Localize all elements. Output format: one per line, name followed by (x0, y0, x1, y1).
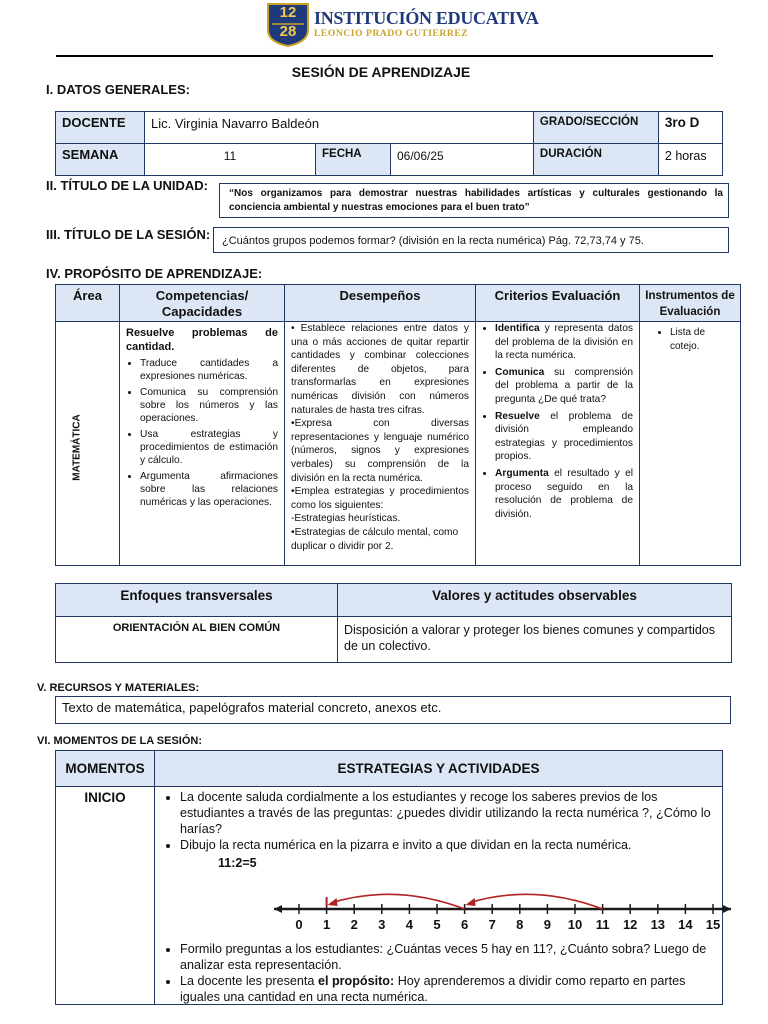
number-line-label: 8 (516, 917, 524, 932)
jump-arrowhead-icon (466, 898, 476, 906)
number-line-label: 14 (678, 917, 693, 932)
enfoque-value: ORIENTACIÓN AL BIEN COMÚN (56, 617, 338, 663)
logo-number-top: 12 (279, 4, 297, 21)
number-line-label: 2 (350, 917, 358, 932)
number-line-label: 5 (433, 917, 441, 932)
criterio-item: • Comunica su comprensión del problema a partir de la pregunta ¿De qué trata? (495, 366, 633, 407)
docente-value: Lic. Virginia Navarro Baldeón (145, 112, 534, 144)
number-line-label: 1 (322, 917, 331, 932)
proposito-table (55, 284, 741, 566)
school-name: LEONCIO PRADO GUTIERREZ (314, 29, 469, 39)
competencias-cell (120, 322, 285, 566)
col-competencias: Competencias/ Capacidades (120, 285, 285, 322)
datos-generales-table (55, 111, 723, 176)
instrumentos-cell (640, 322, 741, 566)
semana-label: SEMANA (56, 144, 145, 176)
enfoques-table (55, 583, 732, 663)
duracion-label: DURACIÓN (533, 144, 658, 176)
recursos-box: Texto de matemática, papelógrafos material concreto, anexos etc. (55, 696, 731, 724)
col-instrumentos: Instrumentos de Evaluación (640, 285, 741, 322)
actividad-item: • Formilo preguntas a los estudiantes: ¿Cuántas veces 5 hay en 11?, ¿Cuánto sobra? Luego de analizar esta representación. (180, 941, 712, 973)
number-line-label: 6 (460, 917, 469, 932)
col-criterios: Criterios Evaluación (476, 285, 640, 322)
desempeno-item: •Expresa con diversas representaciones y lenguaje numérico (números, signos y expresiones verbales) su comprensión de la división en la recta numérica. (291, 418, 469, 484)
area-cell (56, 322, 120, 566)
desempenos-cell (285, 322, 476, 566)
col-area: Área (56, 285, 120, 322)
number-line-label: 3 (378, 917, 386, 932)
section-heading-recursos: V. RECURSOS Y MATERIALES: (37, 682, 200, 694)
col-valores: Valores y actitudes observables (338, 584, 732, 617)
estrategias-cell (155, 787, 723, 1005)
criterios-list (480, 322, 633, 521)
number-line-label: 4 (405, 917, 414, 932)
grado-label: GRADO/SECCIÓN (533, 112, 658, 144)
semana-value: 11 (145, 144, 316, 176)
criterios-cell (476, 322, 640, 566)
capacidad-item: • Comunica su comprensión sobre los números y las operaciones. (140, 386, 278, 425)
capacidad-item: • Traduce cantidades a expresiones numéricas. (140, 357, 278, 383)
equation-text: 11:2=5 (218, 856, 257, 870)
number-line-label: 15 (705, 917, 721, 932)
number-line-label: 10 (567, 917, 583, 932)
desempeno-item: -Estrategias heurísticas. (291, 513, 401, 525)
logo-number-bottom: 28 (279, 23, 297, 40)
jump-arc (331, 894, 465, 909)
capacidad-item: • Usa estrategias y procedimientos de estimación y cálculo. (140, 428, 278, 467)
desempeno-item: • Establece relaciones entre datos y una o más acciones de quitar repartir cantidades y combinar colecciones diferentes de objetos, para transformarlas en expresiones numéricas división con números naturales de hasta tres cifras. (291, 323, 469, 416)
jump-arrowhead-icon (328, 898, 338, 906)
left-arrow-icon (274, 905, 282, 913)
col-estrategias: ESTRATEGIAS Y ACTIVIDADES (155, 751, 723, 787)
docente-label: DOCENTE (56, 112, 145, 144)
number-line-label: 9 (543, 917, 552, 932)
desempeno-item: •Estrategias de cálculo mental, como duplicar o dividir por 2. (291, 526, 459, 552)
capacidad-item: • Argumenta afirmaciones sobre las relaciones numéricas y las operaciones. (140, 470, 278, 509)
col-desempenos: Desempeños (285, 285, 476, 322)
document-title: SESIÓN DE APRENDIZAJE (291, 64, 471, 80)
actividad-item: • La docente saluda cordialmente a los estudiantes y recoge los saberes previos de los estudiantes a través de las preguntas: ¿puedes dividir utilizando la recta numérica ?, ¿Cómo lo harías? (180, 789, 712, 837)
number-line-label: 12 (622, 917, 638, 932)
section-heading-momentos: VI. MOMENTOS DE LA SESIÓN: (37, 735, 203, 747)
right-arrow-icon (723, 905, 731, 913)
school-logo (266, 2, 539, 46)
number-line-diagram (159, 871, 721, 932)
momentos-table (55, 750, 723, 1005)
number-line-label: 11 (595, 917, 610, 932)
momento-inicio: INICIO (56, 787, 155, 1005)
number-line-label: 7 (488, 917, 496, 932)
section-heading-datos: I. DATOS GENERALES: (46, 82, 190, 97)
section-heading-sesion: III. TÍTULO DE LA SESIÓN: (46, 227, 211, 242)
jump-arc (469, 894, 603, 909)
desempeno-item: •Emplea estrategias y procedimientos como los siguientes: (291, 486, 469, 511)
criterio-item: • Identifica y representa datos del problema de la división en la recta numérica. (495, 322, 633, 363)
actividad-item: • Dibujo la recta numérica en la pizarra e invito a que dividan en la recta numérica. (180, 837, 712, 853)
area-text: MATEMÁTICA (71, 414, 83, 481)
valor-value: Disposición a valorar y proteger los bienes comunes y compartidos de un colectivo. (338, 617, 732, 663)
section-heading-unidad: II. TÍTULO DE LA UNIDAD: (46, 178, 209, 193)
col-momentos: MOMENTOS (56, 751, 155, 787)
institution-name: INSTITUCIÓN EDUCATIVA (314, 8, 539, 28)
competencia-text: Resuelve problemas de cantidad. (126, 327, 278, 353)
section-heading-proposito: IV. PROPÓSITO DE APRENDIZAJE: (46, 266, 263, 281)
criterio-item: • Resuelve el problema de división empleando estrategias y procedimientos propios. (495, 410, 633, 464)
fecha-value: 06/06/25 (391, 144, 534, 176)
capacidades-list (126, 357, 278, 509)
instrumento-item: • Lista de cotejo. (670, 326, 732, 353)
duracion-value: 2 horas (658, 144, 722, 176)
grado-value: 3ro D (658, 112, 722, 144)
titulo-sesion-box: ¿Cuántos grupos podemos formar? (división en la recta numérica) Pág. 72,73,74 y 75. (213, 227, 729, 253)
header-divider (56, 55, 713, 57)
actividad-item: • La docente les presenta el propósito: Hoy aprenderemos a dividir como reparto en partes iguales una cantidad en una recta numérica. (180, 973, 712, 1005)
number-line-label: 0 (295, 917, 303, 932)
number-line-label: 13 (650, 917, 666, 932)
criterio-item: • Argumenta el resultado y el proceso seguido en la resolución de problema de división. (495, 467, 633, 521)
titulo-unidad-box: “Nos organizamos para demostrar nuestras habilidades artísticas y culturales gestionando la conciencia ambiental y nuestras emociones para el buen trato” (219, 183, 729, 218)
fecha-label: FECHA (316, 144, 391, 176)
col-enfoques: Enfoques transversales (56, 584, 338, 617)
